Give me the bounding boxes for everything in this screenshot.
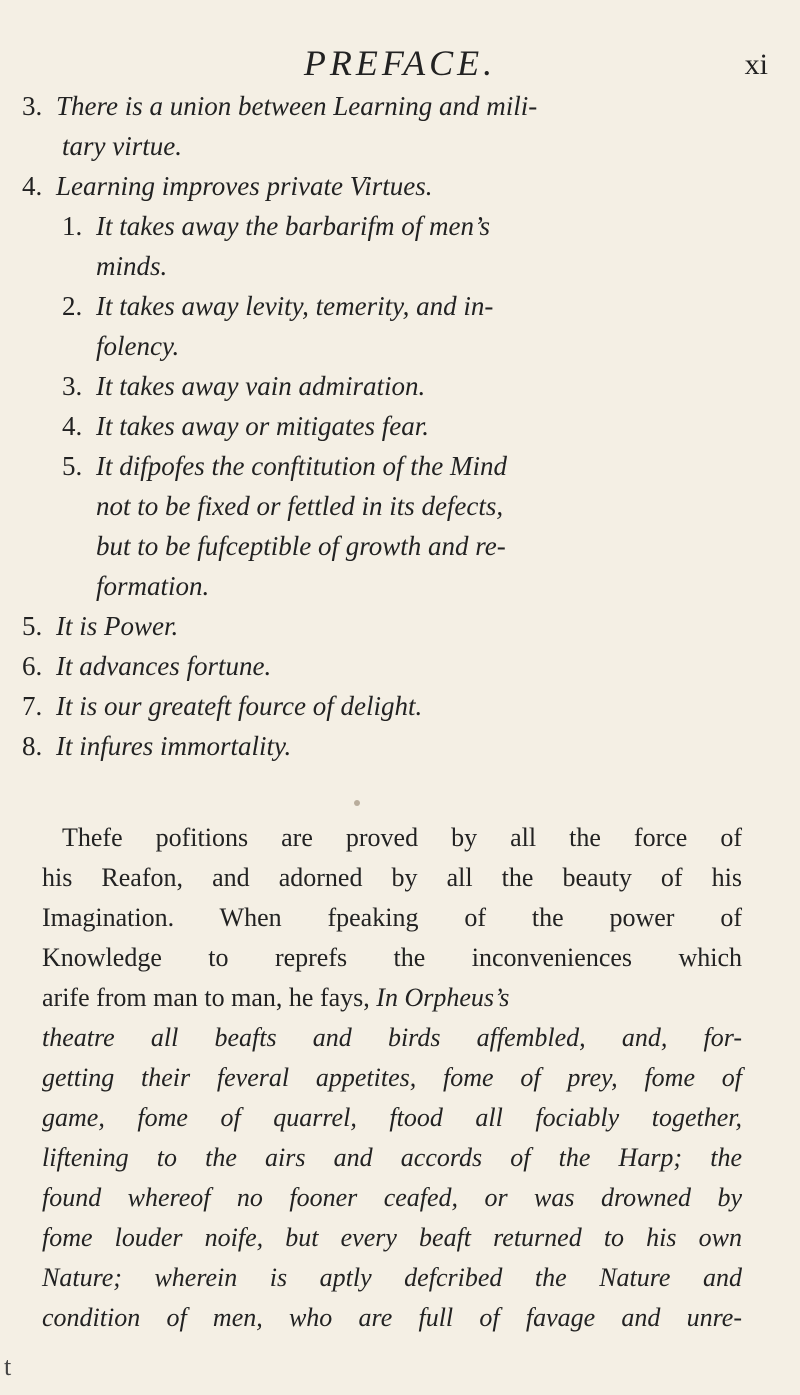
outline-number: 5. xyxy=(62,451,83,481)
outline-subitem xyxy=(62,366,425,406)
outline-item xyxy=(22,686,422,726)
paragraph-line: theatre all beafts and birds affembled, and, for- xyxy=(42,1023,742,1052)
outline-text: There is a union between Learning and mili- xyxy=(56,91,538,121)
running-title: PREFACE. xyxy=(303,43,497,83)
outline-number: 8. xyxy=(22,731,43,761)
outline-text: It difpofes the conftitution of the Mind xyxy=(96,451,507,481)
outline-text: not to be fixed or fettled in its defects, xyxy=(96,491,504,521)
paragraph-line: condition of men, who are full of favage and unre- xyxy=(42,1303,742,1332)
paragraph-line: Thefe pofitions are proved by all the force of xyxy=(62,823,742,852)
outline-text: It takes away vain admiration. xyxy=(96,371,426,401)
outline-item xyxy=(22,86,537,126)
ink-speck xyxy=(354,800,360,806)
paragraph-line: Imagination. When fpeaking of the power of xyxy=(42,903,742,932)
paragraph-line: his Reafon, and adorned by all the beauty of his xyxy=(42,863,742,892)
outline-number: 6. xyxy=(22,651,43,681)
paragraph-line: Nature; wherein is aptly defcribed the Nature and xyxy=(42,1263,742,1292)
outline-text: It takes away or mitigates fear. xyxy=(96,411,429,441)
outline-item xyxy=(22,646,271,686)
outline-text: It is Power. xyxy=(56,611,179,641)
outline-number: 4. xyxy=(62,411,83,441)
outline-text: Learning improves private Virtues. xyxy=(56,171,433,201)
outline-text: It is our greateft fource of delight. xyxy=(56,691,423,721)
page-header xyxy=(0,22,800,82)
outline-item xyxy=(22,166,432,206)
outline-number: 1. xyxy=(62,211,83,241)
outline-text: tary virtue. xyxy=(62,131,182,161)
outline-text: It infures immortality. xyxy=(56,731,292,761)
paragraph-line: getting their feveral appetites, fome of prey, fome of xyxy=(42,1063,742,1092)
paragraph-line: liftening to the airs and accords of the Harp; the xyxy=(42,1143,742,1172)
outline-item xyxy=(22,726,291,766)
outline-text: It advances fortune. xyxy=(56,651,272,681)
page-number: xi xyxy=(744,48,768,81)
paragraph-quote: In Orpheus’s xyxy=(376,983,510,1012)
paragraph-line xyxy=(42,978,742,1018)
outline-text: minds. xyxy=(96,251,168,281)
outline-number: 5. xyxy=(22,611,43,641)
outline-number: 7. xyxy=(22,691,43,721)
outline-item xyxy=(22,606,178,646)
paragraph-line: game, fome of quarrel, ftood all fociably together, xyxy=(42,1103,742,1132)
outline-text: formation. xyxy=(96,571,210,601)
paragraph-line: found whereof no fooner ceafed, or was drowned by xyxy=(42,1183,742,1212)
outline-subitem xyxy=(62,286,493,326)
outline-number: 3. xyxy=(22,91,43,121)
outline-number: 4. xyxy=(22,171,43,201)
paragraph-text: arife from man to man, he fays, xyxy=(42,983,377,1012)
outline-subitem xyxy=(62,406,429,446)
outline-number: 2. xyxy=(62,291,83,321)
outline-text: but to be fufceptible of growth and re- xyxy=(96,531,506,561)
outline-text: It takes away the barbarifm of men’s xyxy=(96,211,490,241)
paragraph-line: Knowledge to reprefs the inconveniences which xyxy=(42,943,742,972)
outline-number: 3. xyxy=(62,371,83,401)
paragraph-line: fome louder noife, but every beaft returned to his own xyxy=(42,1223,742,1252)
outline-text: It takes away levity, temerity, and in- xyxy=(96,291,494,321)
outline-subitem xyxy=(62,206,490,246)
outline-subitem xyxy=(62,446,507,486)
corner-mark: t xyxy=(4,1352,12,1381)
outline-text: folency. xyxy=(96,331,180,361)
